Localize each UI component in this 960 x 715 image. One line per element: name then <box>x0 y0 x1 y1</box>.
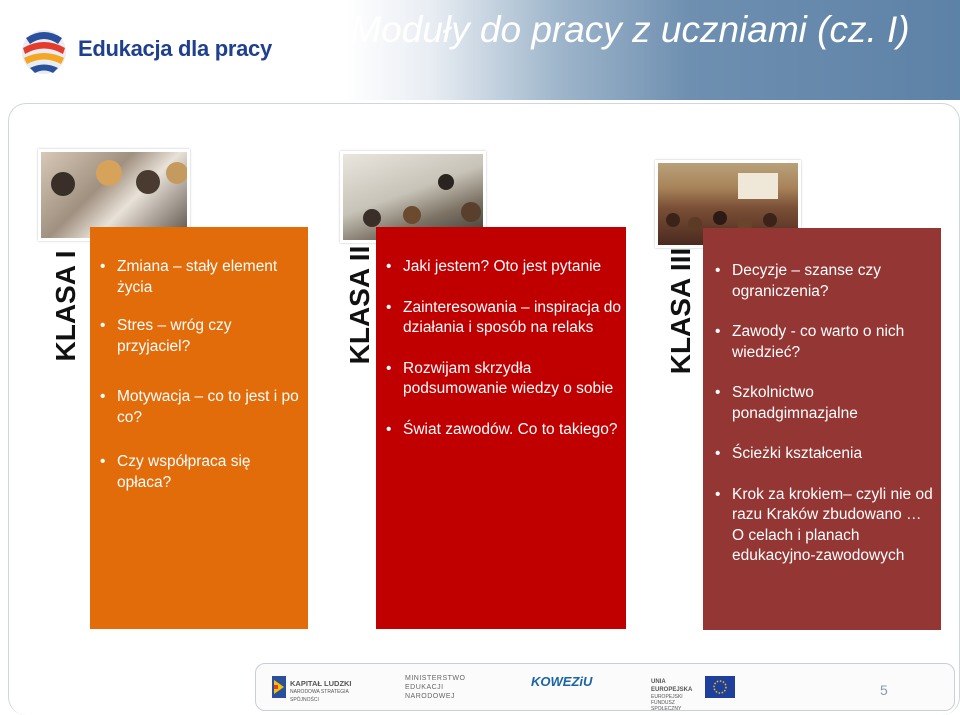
list-item: • Czy współpraca się opłaca? <box>100 452 306 493</box>
list-item: • Ścieżki kształcenia <box>715 444 937 465</box>
klasa-1-box <box>90 227 308 629</box>
kapital-ludzki-icon <box>272 676 286 698</box>
men-text: MINISTERSTWO EDUKACJI NARODOWEJ <box>405 675 466 700</box>
klasa-1-label: KLASA I <box>50 250 81 362</box>
klasa-3-box <box>703 228 941 630</box>
edukacja-logo <box>18 22 272 82</box>
logo-globe-icon <box>18 22 70 78</box>
slide-title: Moduły do pracy z uczniami (cz. I) <box>350 9 910 50</box>
koweziu-text: KOWEZiU <box>531 674 593 689</box>
kapital-ludzki-text: KAPITAŁ LUDZKI <box>290 679 352 688</box>
list-item: • Decyzje – szanse czy ograniczenia? <box>715 261 937 302</box>
men-logo <box>405 674 465 702</box>
koweziu-logo <box>531 674 591 702</box>
list-item: • Zainteresowania – inspiracja do działania i sposób na relaks <box>386 298 622 339</box>
eu-flag-icon <box>705 676 735 698</box>
eu-logo <box>651 674 736 712</box>
eu-subtext: EUROPEJSKI FUNDUSZ SPOŁECZNY <box>651 694 683 712</box>
kapital-ludzki-subtext: NARODOWA STRATEGIA SPÓJNOŚCI <box>290 689 349 703</box>
list-item: • Rozwijam skrzydła podsumowanie wiedzy o sobie <box>386 359 622 400</box>
list-item: • Motywacja – co to jest i po co? <box>100 387 306 428</box>
list-item: • Zmiana – stały element życia <box>100 257 306 298</box>
logo-text: Edukacja dla pracy <box>78 36 272 61</box>
list-item: • Szkolnictwo ponadgimnazjalne <box>715 383 937 424</box>
klasa-3-list <box>715 261 937 587</box>
eu-text: UNIA EUROPEJSKA <box>651 679 693 693</box>
klasa-2-list <box>386 257 622 460</box>
slide-header <box>0 0 960 100</box>
footer-logo-bar <box>255 663 955 711</box>
list-item: • Świat zawodów. Co to takiego? <box>386 420 622 441</box>
list-item: • Jaki jestem? Oto jest pytanie <box>386 257 622 278</box>
klasa-2-box <box>376 227 626 629</box>
klasa-3-label: KLASA III <box>665 247 696 375</box>
klasa-1-list <box>100 257 306 511</box>
list-item: • Krok za krokiem– czyli nie od razu Kraków zbudowano … O celach i planach edukacyjno-zawodowych <box>715 485 937 567</box>
page-number: 5 <box>880 682 888 698</box>
list-item: • Stres – wróg czy przyjaciel? <box>100 316 306 357</box>
kapital-ludzki-logo <box>272 674 352 702</box>
projection-screen <box>738 173 778 199</box>
klasa-2-label: KLASA II <box>344 245 375 365</box>
list-item: • Zawody - co warto o nich wiedzieć? <box>715 322 937 363</box>
